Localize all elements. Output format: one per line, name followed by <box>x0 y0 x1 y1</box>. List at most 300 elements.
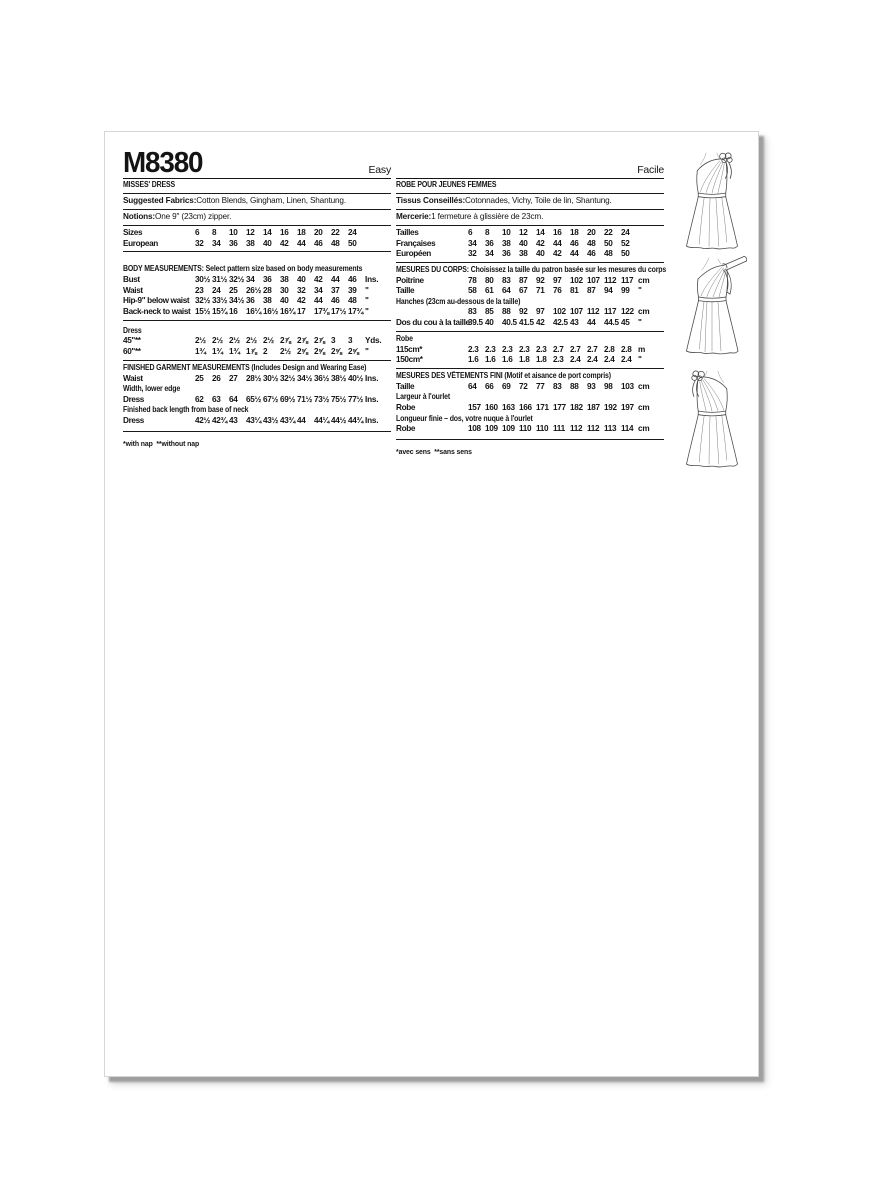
back-length-dress-row-value: 42¾ <box>212 415 228 425</box>
largeur-robe-row-value: 163 <box>502 402 515 412</box>
divider-rule <box>396 209 664 210</box>
hanches-values-row-value: 85 <box>485 307 494 317</box>
yardage-45-row-value: 2⅞ <box>314 336 325 346</box>
waist-row-value: 37 <box>331 285 340 295</box>
hip-row-value: 34½ <box>229 296 245 306</box>
metrage-150-row-value: 1.6 <box>485 355 496 365</box>
width-lower-edge-heading: Width, lower edge <box>123 384 181 394</box>
yardage-60-row-value: 2⅝ <box>314 347 325 356</box>
bust-row-value: 30½ <box>195 275 211 285</box>
difficulty-row-fr <box>396 146 664 179</box>
finished-waist-row-value: 27 <box>229 373 238 383</box>
poitrine-row-unit: cm <box>638 275 650 285</box>
yardage-60-row-value: 1¾ <box>212 347 223 356</box>
divider-rule <box>396 368 664 369</box>
yardage-60-row-value: 1¾ <box>229 347 240 356</box>
sizes-row-value: 24 <box>348 227 357 237</box>
metrage-150-row-value: 2.4 <box>587 355 598 365</box>
europeen-row-value: 36 <box>502 249 511 259</box>
europeen-row-value: 44 <box>570 249 579 259</box>
metrage-150-row-unit: " <box>638 355 642 365</box>
back-length-dress-row-unit: Ins. <box>365 415 379 425</box>
thick-divider-rule <box>123 431 391 432</box>
waist-row-value: 34 <box>314 285 323 295</box>
tailles-row-value: 12 <box>519 227 528 237</box>
mercerie-text: 1 fermeture à glissière de 23cm. <box>431 211 544 221</box>
width-lower-edge-dress-row <box>123 395 391 406</box>
tissus-conseilles <box>396 196 664 207</box>
finished-waist-row-value: 28½ <box>246 373 262 383</box>
english-measurements-table <box>123 180 391 448</box>
finished-waist-row-value: 25 <box>195 373 204 383</box>
dos-du-cou-row-value: 39.5 <box>468 318 483 328</box>
width-lower-edge-dress-row-value: 65½ <box>246 394 262 404</box>
metrage-115-row-value: 2.3 <box>468 344 479 354</box>
waist-row-value: 26½ <box>246 285 262 295</box>
dress-front-bow-right-shoulder-illustration <box>673 150 751 252</box>
hip-row-unit: " <box>365 296 369 306</box>
back-length-dress-row <box>123 416 391 427</box>
european-sizes-row-value: 36 <box>229 238 238 248</box>
taille-fini-row-value: 98 <box>604 381 613 391</box>
poitrine-row-value: 112 <box>604 275 617 285</box>
taille-row-value: 61 <box>485 286 494 296</box>
bust-row-value: 36 <box>263 275 272 285</box>
tissus-conseilles-label: Tissus Conseillés: <box>396 195 466 205</box>
back-neck-to-waist-row-value: 17⅜ <box>314 306 330 316</box>
french-column <box>396 146 667 456</box>
sizes-row-value: 18 <box>297 227 306 237</box>
hip-row-value: 48 <box>348 296 357 306</box>
pattern-number: M8380 <box>123 147 203 179</box>
tailles-row-value: 10 <box>502 227 511 237</box>
waist-row-value: 25 <box>229 285 238 295</box>
metrage-115-row-value: 2.7 <box>570 344 581 354</box>
poitrine-row-value: 87 <box>519 275 528 285</box>
finished-waist-row-value: 38½ <box>331 373 347 383</box>
yardage-60-row-value: 1⅞ <box>246 347 257 356</box>
back-neck-to-waist-row-value: 15½ <box>195 306 211 316</box>
divider-rule <box>123 209 391 210</box>
divider-rule <box>396 262 664 263</box>
yardage-45-row-value: 2½ <box>246 336 257 346</box>
waist-row-value: 24 <box>212 285 221 295</box>
francaises-row-value: 42 <box>536 238 545 248</box>
finished-waist-row-value: 34½ <box>297 373 313 383</box>
dress-back-shoulder-sash-illustration <box>673 250 751 358</box>
waist-row-label: Waist <box>123 285 143 295</box>
francaises-row-value: 40 <box>519 238 528 248</box>
robe-metrage-heading: Robe <box>396 334 413 343</box>
poitrine-row-value: 80 <box>485 275 494 285</box>
bust-row-value: 44 <box>331 275 340 285</box>
yardage-45-row <box>123 336 391 347</box>
bust-row-label: Bust <box>123 275 140 285</box>
bust-row-value: 32½ <box>229 275 245 285</box>
metrage-115-row-value: 2.3 <box>485 344 496 354</box>
tailles-row-value: 6 <box>468 227 473 237</box>
europeen-row-value: 40 <box>536 249 545 259</box>
poitrine-row-value: 78 <box>468 275 477 285</box>
taille-row-value: 87 <box>587 286 596 296</box>
sizes-row-value: 10 <box>229 227 238 237</box>
yardage-60-row-value: 2 <box>263 347 268 356</box>
hanches-values-row-value: 117 <box>604 307 617 317</box>
difficulty-label-en: Easy <box>368 164 391 176</box>
largeur-ourlet-heading: Largeur à l'ourlet <box>396 392 451 402</box>
finished-waist-row-value: 40½ <box>348 373 364 383</box>
tissus-conseilles-text: Cotonnades, Vichy, Toile de lin, Shantung. <box>465 195 612 205</box>
yardage-45-row-value: 2½ <box>212 336 223 346</box>
back-neck-to-waist-row-value: 16½ <box>263 306 279 316</box>
garment-title-fr: ROBE POUR JEUNES FEMMES <box>396 180 497 189</box>
metrage-115-row <box>396 345 664 356</box>
europeen-row-label: Européen <box>396 249 431 259</box>
dress-front-bow-left-shoulder-illustration <box>673 368 751 470</box>
europeen-row <box>396 249 664 260</box>
largeur-robe-row-value: 197 <box>621 402 634 412</box>
back-length-dress-row-value: 43¼ <box>246 415 262 425</box>
european-sizes-row-value: 40 <box>263 238 272 248</box>
hip-row-value: 40 <box>280 296 289 306</box>
longueur-robe-row-label: Robe <box>396 424 416 434</box>
bust-row-value: 34 <box>246 275 255 285</box>
back-neck-to-waist-row-unit: " <box>365 306 369 316</box>
european-sizes-row-value: 32 <box>195 238 204 248</box>
sizes-row <box>123 228 391 239</box>
finished-waist-row-value: 30½ <box>263 373 279 383</box>
back-neck-to-waist-row-value: 17¾ <box>348 306 364 316</box>
mercerie <box>396 212 664 223</box>
taille-row-label: Taille <box>396 286 415 296</box>
yardage-60-row-value: 2⅝ <box>297 347 308 356</box>
metrage-150-row-value: 2.4 <box>604 355 615 365</box>
back-length-heading: Finished back length from base of neck <box>123 405 249 415</box>
finished-waist-row-unit: Ins. <box>365 373 379 383</box>
english-column <box>123 146 391 448</box>
back-length-dress-row-value: 43½ <box>263 415 279 425</box>
divider-rule <box>396 193 664 194</box>
yardage-60-row-unit: " <box>365 347 369 356</box>
metrage-150-row-value: 1.6 <box>468 355 479 365</box>
dos-du-cou-row-value: 45 <box>621 318 630 328</box>
width-lower-edge-dress-row-value: 69½ <box>280 394 296 404</box>
suggested-fabrics <box>123 196 391 207</box>
metrage-115-row-value: 2.3 <box>519 344 530 354</box>
hip-row-value: 36 <box>246 296 255 306</box>
european-sizes-row-value: 42 <box>280 238 289 248</box>
europeen-row-value: 46 <box>587 249 596 259</box>
yardage-60-row-value: 2⅝ <box>331 347 342 356</box>
european-sizes-row <box>123 239 391 250</box>
taille-fini-row-value: 103 <box>621 381 634 391</box>
european-sizes-row-value: 48 <box>331 238 340 248</box>
tailles-row-value: 22 <box>604 227 613 237</box>
taille-fini-row-value: 66 <box>485 381 494 391</box>
hip-row-label: Hip-9" below waist <box>123 296 190 306</box>
hanches-values-row-value: 107 <box>570 307 583 317</box>
divider-rule <box>123 225 391 226</box>
francaises-row-label: Françaises <box>396 238 436 248</box>
largeur-robe-row-value: 166 <box>519 402 532 412</box>
waist-row-unit: " <box>365 285 369 295</box>
poitrine-row-value: 83 <box>502 275 511 285</box>
dos-du-cou-row-value: 44 <box>587 318 596 328</box>
back-neck-to-waist-row-value: 17 <box>297 306 306 316</box>
dos-du-cou-row-value: 41.5 <box>519 318 534 328</box>
waist-row-value: 30 <box>280 285 289 295</box>
back-neck-to-waist-row-value: 17½ <box>331 306 347 316</box>
hanches-heading: Hanches (23cm au-dessous de la taille) <box>396 296 521 306</box>
back-length-dress-row-value: 44¾ <box>348 415 364 425</box>
spacer <box>123 254 391 264</box>
metrage-150-row-value: 2.4 <box>570 355 581 365</box>
suggested-fabrics-text: Cotton Blends, Gingham, Linen, Shantung. <box>196 195 346 205</box>
europeen-row-value: 48 <box>604 249 613 259</box>
divider-rule <box>123 251 391 252</box>
european-sizes-row-value: 34 <box>212 238 221 248</box>
taille-row-value: 64 <box>502 286 511 296</box>
poitrine-row-value: 107 <box>587 275 600 285</box>
back-length-dress-row-value: 44¼ <box>314 415 330 425</box>
dos-du-cou-row-value: 44.5 <box>604 318 619 328</box>
divider-rule <box>123 320 391 321</box>
taille-fini-row-value: 83 <box>553 381 562 391</box>
body-measurements-heading: BODY MEASUREMENTS: Select pattern size based on body measurements <box>123 264 363 274</box>
metrage-115-row-value: 2.3 <box>536 344 547 354</box>
back-length-dress-row-value: 44 <box>297 415 306 425</box>
taille-row-value: 76 <box>553 286 562 296</box>
taille-row-value: 94 <box>604 286 613 296</box>
hip-row-value: 33½ <box>212 296 228 306</box>
metrage-115-row-value: 2.8 <box>621 344 632 354</box>
bust-row-value: 40 <box>297 275 306 285</box>
metrage-150-row-value: 1.8 <box>536 355 547 365</box>
hip-row-value: 46 <box>331 296 340 306</box>
dos-du-cou-row-unit: " <box>638 318 642 328</box>
metrage-115-row-value: 2.8 <box>604 344 615 354</box>
dos-du-cou-row-value: 43 <box>570 318 579 328</box>
pattern-number-row <box>123 146 391 179</box>
divider-rule <box>123 360 391 361</box>
longueur-robe-row-value: 110 <box>519 424 532 434</box>
thick-divider-rule <box>396 439 664 440</box>
waist-row-value: 28 <box>263 285 272 295</box>
european-sizes-row-value: 44 <box>297 238 306 248</box>
largeur-robe-row-value: 171 <box>536 402 549 412</box>
longueur-robe-row-value: 108 <box>468 424 481 434</box>
width-lower-edge-dress-row-value: 63 <box>212 394 221 404</box>
back-neck-to-waist-row-value: 16 <box>229 306 238 316</box>
largeur-robe-row <box>396 403 664 414</box>
europeen-row-value: 50 <box>621 249 630 259</box>
francaises-row-value: 38 <box>502 238 511 248</box>
longueur-robe-row-value: 113 <box>604 424 617 434</box>
finished-waist-row <box>123 374 391 385</box>
dos-du-cou-row-value: 40 <box>485 318 494 328</box>
dos-du-cou-row-label: Dos du cou à la taille <box>396 318 470 328</box>
back-length-dress-row-value: 43 <box>229 415 238 425</box>
metrage-115-row-unit: m <box>638 344 646 354</box>
hip-row-value: 44 <box>314 296 323 306</box>
europeen-row-value: 42 <box>553 249 562 259</box>
back-length-dress-row-value: 42½ <box>195 415 211 425</box>
poitrine-row-value: 92 <box>536 275 545 285</box>
francaises-row-value: 52 <box>621 238 630 248</box>
notions-text: One 9" (23cm) zipper. <box>155 211 232 221</box>
tailles-row-value: 20 <box>587 227 596 237</box>
finished-garment-heading: FINISHED GARMENT MEASUREMENTS (Includes Design and Wearing Ease) <box>123 362 367 372</box>
yardage-60-row <box>123 347 391 358</box>
width-lower-edge-dress-row-value: 67½ <box>263 394 279 404</box>
taille-row-value: 67 <box>519 286 528 296</box>
hip-row-value: 38 <box>263 296 272 306</box>
mesures-vetements-heading: MESURES DES VÊTEMENTS FINI (Motif et aisance de port compris) <box>396 371 611 381</box>
hanches-values-row-value: 102 <box>553 307 566 317</box>
francaises-row-value: 36 <box>485 238 494 248</box>
metrage-115-row-value: 2.7 <box>553 344 564 354</box>
hanches-values-row-value: 92 <box>519 307 528 317</box>
yardage-45-row-label: 45"** <box>123 336 141 346</box>
taille-row-unit: " <box>638 286 642 296</box>
nap-footnote-fr: *avec sens **sans sens <box>396 448 472 456</box>
hanches-values-row-value: 83 <box>468 307 477 317</box>
francaises-row-value: 34 <box>468 238 477 248</box>
pattern-envelope-back-page <box>104 131 759 1077</box>
tailles-row-value: 14 <box>536 227 545 237</box>
finished-waist-row-label: Waist <box>123 373 143 383</box>
width-lower-edge-dress-row-value: 64 <box>229 394 238 404</box>
tailles-row <box>396 228 664 239</box>
tailles-row-value: 24 <box>621 227 630 237</box>
width-lower-edge-dress-row-value: 73½ <box>314 394 330 404</box>
waist-row <box>123 286 391 297</box>
taille-row-value: 81 <box>570 286 579 296</box>
francaises-row-value: 46 <box>570 238 579 248</box>
francaises-row-value: 44 <box>553 238 562 248</box>
suggested-fabrics-label: Suggested Fabrics: <box>123 195 197 205</box>
longueur-robe-row-value: 110 <box>536 424 549 434</box>
divider-rule <box>396 331 664 332</box>
sizes-row-value: 6 <box>195 227 200 237</box>
bust-row <box>123 275 391 286</box>
width-lower-edge-dress-row-value: 62 <box>195 394 204 404</box>
sizes-row-value: 16 <box>280 227 289 237</box>
hanches-values-row-value: 97 <box>536 307 545 317</box>
metrage-150-row <box>396 355 664 366</box>
taille-row-value: 58 <box>468 286 477 296</box>
difficulty-label-fr: Facile <box>637 164 664 176</box>
poitrine-row-value: 97 <box>553 275 562 285</box>
bust-row-value: 46 <box>348 275 357 285</box>
largeur-robe-row-value: 187 <box>587 402 600 412</box>
longueur-robe-row-value: 109 <box>502 424 515 434</box>
taille-fini-row-value: 88 <box>570 381 579 391</box>
width-lower-edge-dress-row-unit: Ins. <box>365 394 379 404</box>
largeur-robe-row-value: 182 <box>570 402 583 412</box>
divider-rule <box>123 193 391 194</box>
metrage-150-row-value: 1.6 <box>502 355 513 365</box>
notions <box>123 212 391 223</box>
dos-du-cou-row-value: 40.5 <box>502 318 517 328</box>
european-sizes-row-value: 50 <box>348 238 357 248</box>
width-lower-edge-dress-row-value: 77½ <box>348 394 364 404</box>
largeur-robe-row-unit: cm <box>638 402 650 412</box>
taille-fini-row-unit: cm <box>638 381 650 391</box>
longueur-robe-row <box>396 424 664 435</box>
dos-du-cou-row-value: 42 <box>536 318 545 328</box>
garment-title-en: MISSES' DRESS <box>123 180 176 189</box>
hanches-values-row-value: 112 <box>587 307 600 317</box>
europeen-row-value: 38 <box>519 249 528 259</box>
sizes-row-value: 20 <box>314 227 323 237</box>
notions-label: Notions: <box>123 211 155 221</box>
poitrine-row-value: 102 <box>570 275 583 285</box>
taille-row <box>396 286 664 297</box>
finished-waist-row-value: 36½ <box>314 373 330 383</box>
metrage-150-row-value: 1.8 <box>519 355 530 365</box>
mesures-du-corps-heading: MESURES DU CORPS: Choisissez la taille du patron basée sur les mesures du corps <box>396 265 667 275</box>
poitrine-row-label: Poitrine <box>396 275 424 285</box>
bust-row-value: 38 <box>280 275 289 285</box>
back-length-dress-row-label: Dress <box>123 415 145 425</box>
yardage-60-row-value: 1¾ <box>195 347 206 356</box>
sizes-row-value: 12 <box>246 227 255 237</box>
european-sizes-row-label: European <box>123 238 158 248</box>
sizes-row-label: Sizes <box>123 227 143 237</box>
nap-footnote-en: *with nap **without nap <box>123 440 200 448</box>
tailles-row-label: Tailles <box>396 227 419 237</box>
waist-row-value: 32 <box>297 285 306 295</box>
back-neck-to-waist-row-value: 15¾ <box>212 306 228 316</box>
mercerie-label: Mercerie: <box>396 211 432 221</box>
dos-du-cou-row-value: 42.5 <box>553 318 568 328</box>
waist-row-value: 23 <box>195 285 204 295</box>
longueur-robe-row-value: 111 <box>553 424 565 434</box>
yardage-45-row-value: 2½ <box>229 336 240 346</box>
back-neck-to-waist-row-label: Back-neck to waist <box>123 306 191 316</box>
europeen-row-value: 32 <box>468 249 477 259</box>
sizes-row-value: 22 <box>331 227 340 237</box>
hip-row-value: 42 <box>297 296 306 306</box>
longueur-robe-row-value: 112 <box>570 424 583 434</box>
european-sizes-row-value: 38 <box>246 238 255 248</box>
hip-row-value: 32½ <box>195 296 211 306</box>
yardage-45-row-value: 2½ <box>195 336 206 346</box>
metrage-150-row-value: 2.4 <box>621 355 632 365</box>
yardage-45-row-value: 2⅞ <box>297 336 308 346</box>
dos-du-cou-row <box>396 318 664 329</box>
sizes-row-value: 8 <box>212 227 217 237</box>
finished-waist-row-value: 26 <box>212 373 221 383</box>
longueur-finie-heading: Longueur finie – dos, votre nuque à l'ourlet <box>396 413 533 423</box>
europeen-row-value: 34 <box>485 249 494 259</box>
hip-row <box>123 296 391 307</box>
yardage-45-row-unit: Yds. <box>365 336 382 346</box>
taille-fini-row-label: Taille <box>396 381 415 391</box>
taille-fini-row-value: 69 <box>502 381 511 391</box>
taille-fini-row <box>396 382 664 393</box>
poitrine-row-value: 117 <box>621 275 634 285</box>
back-neck-to-waist-row-value: 16¼ <box>246 306 262 316</box>
finished-waist-row-value: 32½ <box>280 373 296 383</box>
francaises-row-value: 50 <box>604 238 613 248</box>
largeur-robe-row-value: 192 <box>604 402 617 412</box>
taille-fini-row-value: 72 <box>519 381 528 391</box>
width-lower-edge-dress-row-value: 75½ <box>331 394 347 404</box>
longueur-robe-row-value: 112 <box>587 424 600 434</box>
metrage-115-row-value: 2.3 <box>502 344 513 354</box>
